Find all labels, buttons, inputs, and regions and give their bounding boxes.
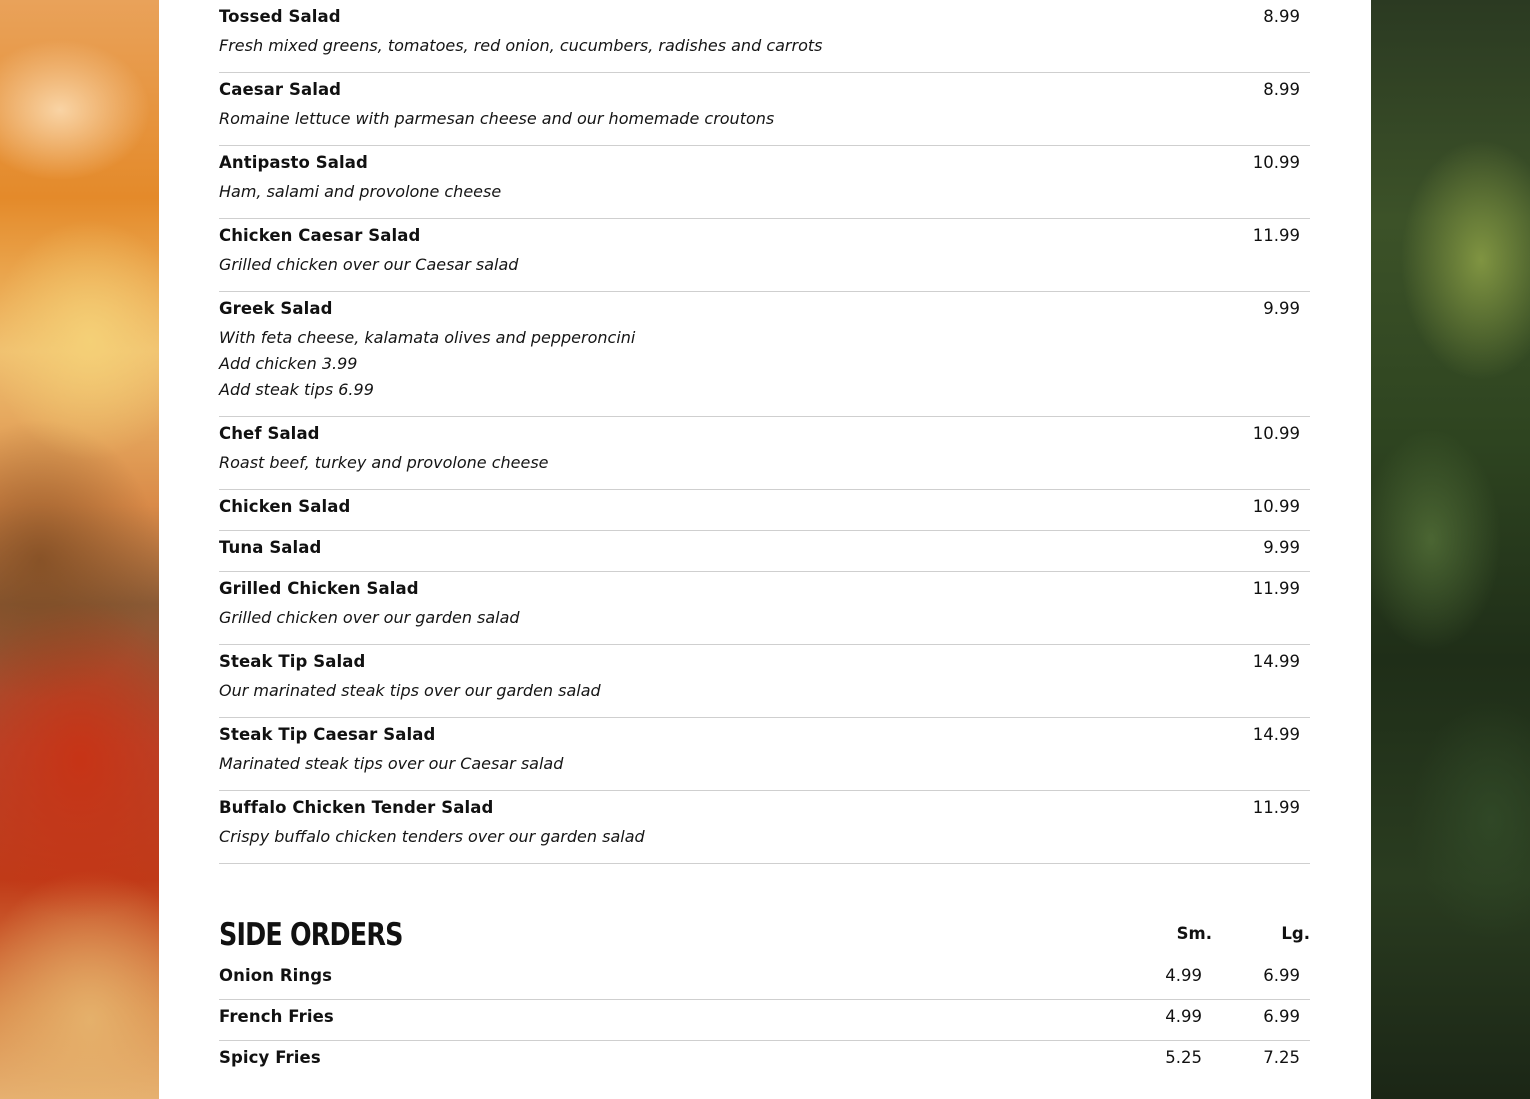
menu-item-price: 8.99 bbox=[1263, 80, 1300, 99]
menu-item-description-line: Crispy buffalo chicken tenders over our garden salad bbox=[219, 827, 645, 846]
menu-item-description bbox=[219, 33, 1310, 59]
side-order-prices bbox=[1114, 1048, 1310, 1067]
menu-item-price: 9.99 bbox=[1263, 538, 1300, 557]
side-order-price-large: 6.99 bbox=[1263, 1007, 1300, 1026]
menu-item-description-line: Grilled chicken over our garden salad bbox=[219, 608, 520, 627]
menu-item-description-line: Add steak tips 6.99 bbox=[219, 380, 374, 399]
menu-item-price: 14.99 bbox=[1252, 652, 1300, 671]
section-title-side-orders: SIDE ORDERS bbox=[219, 917, 403, 953]
menu-item-description bbox=[219, 824, 1310, 850]
menu-item-description bbox=[219, 106, 1310, 132]
menu-item bbox=[219, 219, 1310, 292]
menu-item-description bbox=[219, 605, 1310, 631]
side-order-prices bbox=[1114, 966, 1310, 985]
menu-item-header bbox=[219, 725, 1310, 745]
background-image-left bbox=[0, 0, 159, 1099]
side-orders-header bbox=[219, 915, 1310, 955]
side-order-price-large: 7.25 bbox=[1263, 1048, 1300, 1067]
menu-item-header bbox=[219, 226, 1310, 246]
size-large-label: Lg. bbox=[1281, 924, 1310, 943]
menu-item-name: Steak Tip Salad bbox=[219, 652, 366, 671]
menu-item-description bbox=[219, 325, 1310, 403]
menu-item bbox=[219, 531, 1310, 572]
menu-item-header bbox=[219, 299, 1310, 319]
menu-panel bbox=[159, 0, 1371, 1099]
menu-item-header bbox=[219, 80, 1310, 100]
menu-item-name: Steak Tip Caesar Salad bbox=[219, 725, 436, 744]
menu-item bbox=[219, 791, 1310, 864]
menu-item-header bbox=[219, 798, 1310, 818]
menu-item bbox=[219, 645, 1310, 718]
side-order-name: Spicy Fries bbox=[219, 1048, 321, 1067]
menu-item bbox=[219, 572, 1310, 645]
menu-item-price: 14.99 bbox=[1252, 725, 1300, 744]
side-orders-list bbox=[219, 959, 1310, 1081]
menu-item-name: Greek Salad bbox=[219, 299, 333, 318]
menu-item-name: Tossed Salad bbox=[219, 7, 341, 26]
menu-item-header bbox=[219, 153, 1310, 173]
menu-item-price: 8.99 bbox=[1263, 7, 1300, 26]
menu-item-description-line: Fresh mixed greens, tomatoes, red onion, cucumbers, radishes and carrots bbox=[219, 36, 823, 55]
menu-item-price: 10.99 bbox=[1252, 424, 1300, 443]
menu-item bbox=[219, 292, 1310, 417]
menu-item-description-line: Roast beef, turkey and provolone cheese bbox=[219, 453, 549, 472]
menu-item-price: 11.99 bbox=[1252, 226, 1300, 245]
menu-item-description bbox=[219, 252, 1310, 278]
menu-item bbox=[219, 73, 1310, 146]
size-small-label: Sm. bbox=[1176, 924, 1212, 943]
menu-item-header bbox=[219, 652, 1310, 672]
menu-item-name: Chicken Salad bbox=[219, 497, 351, 516]
menu-item-price: 9.99 bbox=[1263, 299, 1300, 318]
menu-item-description-line: Our marinated steak tips over our garden salad bbox=[219, 681, 601, 700]
side-order-name: French Fries bbox=[219, 1007, 334, 1026]
side-order-name: Onion Rings bbox=[219, 966, 333, 985]
size-headers bbox=[1114, 924, 1310, 943]
side-order-item bbox=[219, 959, 1310, 1000]
menu-item bbox=[219, 718, 1310, 791]
menu-item-description-line: Ham, salami and provolone cheese bbox=[219, 182, 502, 201]
side-order-price-small: 5.25 bbox=[1165, 1048, 1202, 1067]
menu-item-name: Antipasto Salad bbox=[219, 153, 368, 172]
menu-item-description-line: With feta cheese, kalamata olives and pepperoncini bbox=[219, 328, 636, 347]
menu-item-description-line: Add chicken 3.99 bbox=[219, 354, 358, 373]
side-order-price-large: 6.99 bbox=[1263, 966, 1300, 985]
menu-item-price: 11.99 bbox=[1252, 579, 1300, 598]
menu-item-description bbox=[219, 450, 1310, 476]
menu-item bbox=[219, 0, 1310, 73]
menu-item-name: Tuna Salad bbox=[219, 538, 322, 557]
menu-item-description-line: Marinated steak tips over our Caesar salad bbox=[219, 754, 564, 773]
menu-item-header bbox=[219, 497, 1310, 517]
menu-item bbox=[219, 417, 1310, 490]
menu-item-description bbox=[219, 179, 1310, 205]
menu-item-name: Caesar Salad bbox=[219, 80, 342, 99]
menu-item-header bbox=[219, 538, 1310, 558]
menu-item-description-line: Grilled chicken over our Caesar salad bbox=[219, 255, 519, 274]
menu-item-name: Grilled Chicken Salad bbox=[219, 579, 419, 598]
menu-item-header bbox=[219, 579, 1310, 599]
menu-item-price: 11.99 bbox=[1252, 798, 1300, 817]
side-order-prices bbox=[1114, 1007, 1310, 1026]
menu-content bbox=[219, 0, 1310, 1081]
menu-item-description-line: Romaine lettuce with parmesan cheese and our homemade croutons bbox=[219, 109, 775, 128]
menu-item-price: 10.99 bbox=[1252, 497, 1300, 516]
menu-item-name: Chef Salad bbox=[219, 424, 320, 443]
salad-list bbox=[219, 0, 1310, 864]
menu-item-name: Chicken Caesar Salad bbox=[219, 226, 421, 245]
side-order-price-small: 4.99 bbox=[1165, 1007, 1202, 1026]
side-order-item bbox=[219, 1000, 1310, 1041]
menu-item-header bbox=[219, 7, 1310, 27]
menu-item-price: 10.99 bbox=[1252, 153, 1300, 172]
menu-item bbox=[219, 490, 1310, 531]
menu-item bbox=[219, 146, 1310, 219]
menu-item-description bbox=[219, 751, 1310, 777]
menu-item-header bbox=[219, 424, 1310, 444]
side-order-price-small: 4.99 bbox=[1165, 966, 1202, 985]
background-image-right bbox=[1371, 0, 1530, 1099]
menu-item-name: Buffalo Chicken Tender Salad bbox=[219, 798, 494, 817]
menu-item-description bbox=[219, 678, 1310, 704]
side-order-item bbox=[219, 1041, 1310, 1081]
